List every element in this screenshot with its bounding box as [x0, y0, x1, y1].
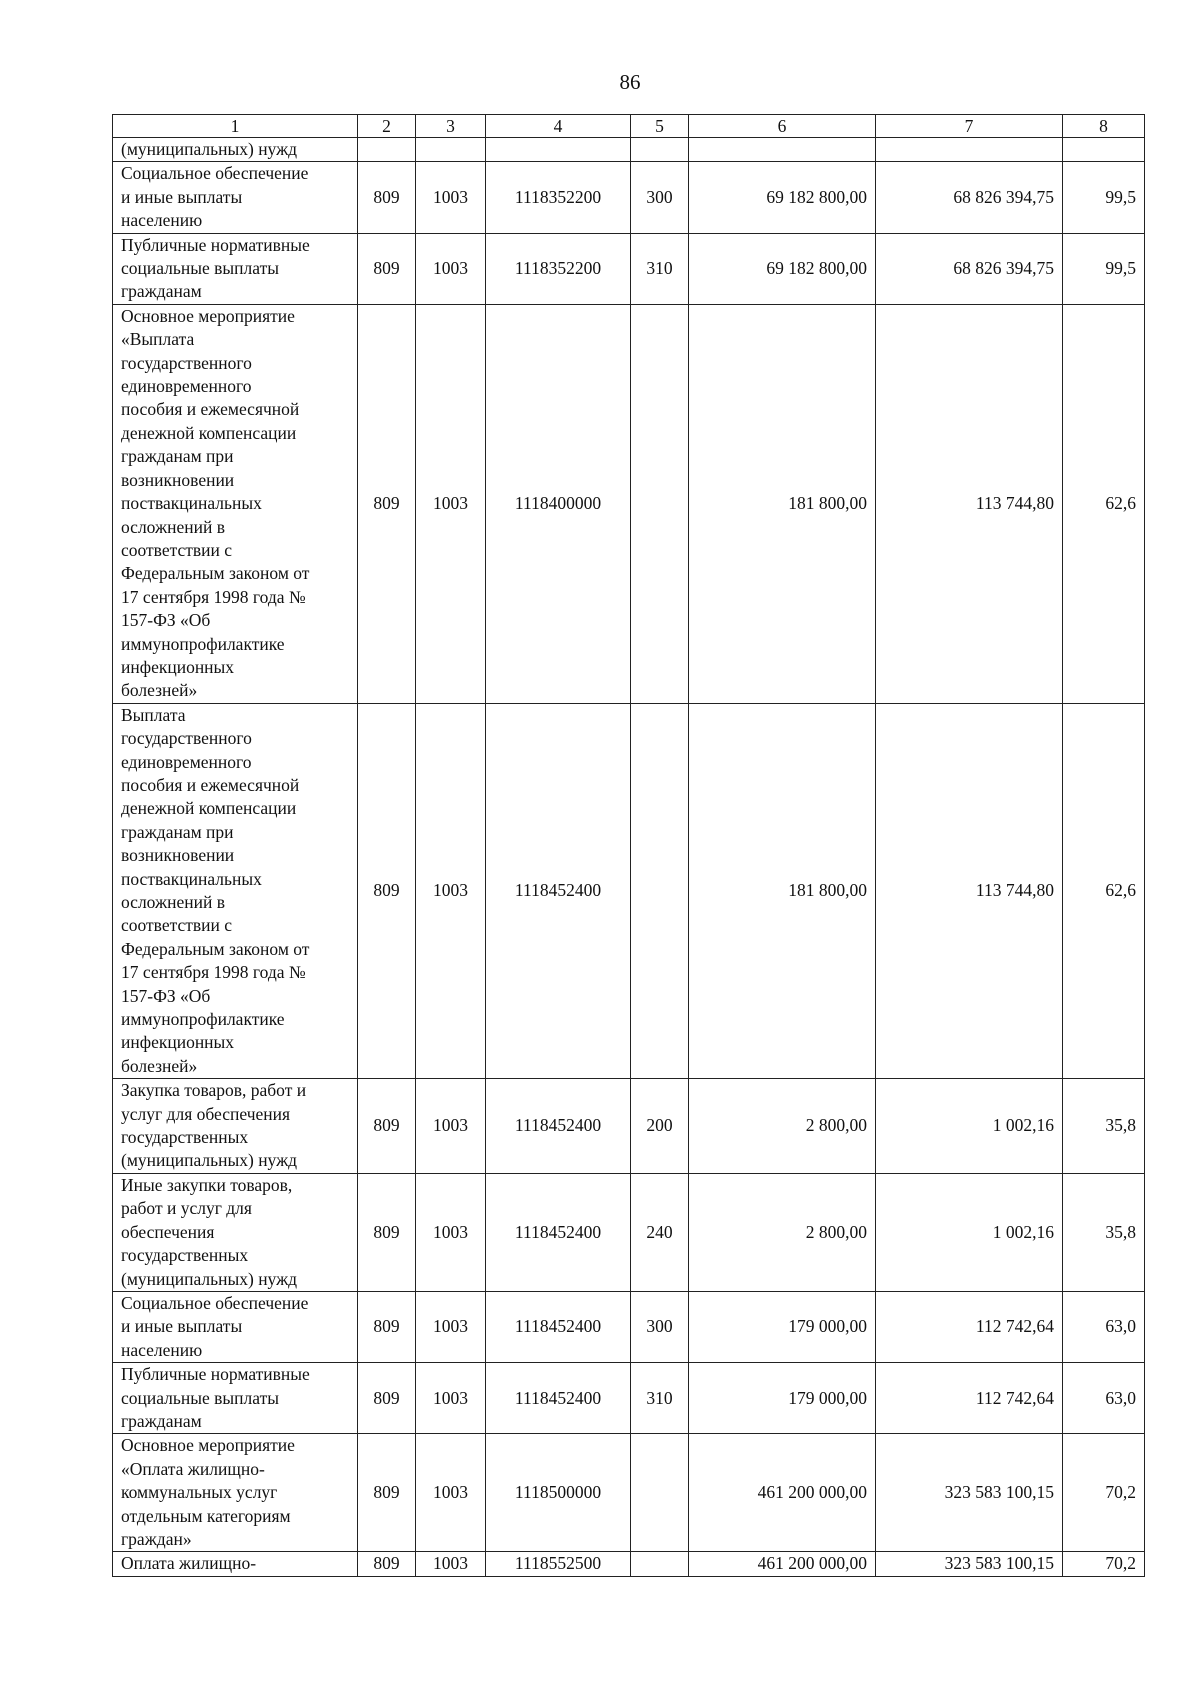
column-header: 6 [689, 115, 876, 138]
target-article-code: 1118452400 [486, 703, 631, 1079]
expense-type-code: 300 [631, 1291, 689, 1362]
row-name: Выплата государственного единовременного пособия и ежемесячной денежной компенсации гражданам при возникновении поствакцинальных осложнений в соответствии с Федеральным законом от 17 сентября 1998 года № 157-ФЗ «Об иммунопрофилактике инфекционных болезней» [113, 703, 358, 1079]
admin-code: 809 [358, 1291, 416, 1362]
expense-type-code: 310 [631, 233, 689, 304]
column-number-row [113, 115, 1145, 138]
section-code: 1003 [416, 1363, 486, 1434]
page-number: 86 [619, 70, 641, 94]
planned-amount: 181 800,00 [689, 703, 876, 1079]
planned-amount: 461 200 000,00 [689, 1434, 876, 1552]
column-header: 1 [113, 115, 358, 138]
execution-percent: 62,6 [1063, 703, 1145, 1079]
section-code: 1003 [416, 703, 486, 1079]
execution-percent: 63,0 [1063, 1291, 1145, 1362]
column-header: 7 [876, 115, 1063, 138]
executed-amount: 1 002,16 [876, 1079, 1063, 1174]
executed-amount: 68 826 394,75 [876, 233, 1063, 304]
execution-percent: 70,2 [1063, 1552, 1145, 1576]
table-row [113, 233, 1145, 304]
execution-percent: 62,6 [1063, 304, 1145, 703]
column-header: 3 [416, 115, 486, 138]
section-code: 1003 [416, 1434, 486, 1552]
execution-percent: 70,2 [1063, 1434, 1145, 1552]
target-article-code: 1118452400 [486, 1363, 631, 1434]
target-article-code: 1118452400 [486, 1079, 631, 1174]
executed-amount [876, 138, 1063, 162]
execution-percent: 63,0 [1063, 1363, 1145, 1434]
section-code [416, 138, 486, 162]
executed-amount: 113 744,80 [876, 304, 1063, 703]
row-name: Публичные нормативные социальные выплаты гражданам [113, 1363, 358, 1434]
executed-amount: 68 826 394,75 [876, 162, 1063, 233]
admin-code: 809 [358, 1173, 416, 1291]
section-code: 1003 [416, 233, 486, 304]
executed-amount: 323 583 100,15 [876, 1434, 1063, 1552]
column-header: 5 [631, 115, 689, 138]
expense-type-code [631, 138, 689, 162]
expense-type-code [631, 703, 689, 1079]
row-name: Оплата жилищно- [113, 1552, 358, 1576]
planned-amount: 2 800,00 [689, 1173, 876, 1291]
table-row [113, 1434, 1145, 1552]
section-code: 1003 [416, 1552, 486, 1576]
expense-type-code: 200 [631, 1079, 689, 1174]
table-row [113, 1291, 1145, 1362]
column-header: 2 [358, 115, 416, 138]
admin-code: 809 [358, 703, 416, 1079]
executed-amount: 113 744,80 [876, 703, 1063, 1079]
admin-code: 809 [358, 304, 416, 703]
target-article-code [486, 138, 631, 162]
expense-type-code: 300 [631, 162, 689, 233]
row-name: Основное мероприятие «Выплата государственного единовременного пособия и ежемесячной денежной компенсации гражданам при возникновении поствакцинальных осложнений в соответствии с Федеральным законом от 17 сентября 1998 года № 157-ФЗ «Об иммунопрофилактике инфекционных болезней» [113, 304, 358, 703]
row-name: Иные закупки товаров, работ и услуг для обеспечения государственных (муниципальных) нужд [113, 1173, 358, 1291]
table-row [113, 1552, 1145, 1576]
planned-amount: 179 000,00 [689, 1363, 876, 1434]
executed-amount: 112 742,64 [876, 1291, 1063, 1362]
admin-code: 809 [358, 1434, 416, 1552]
target-article-code: 1118400000 [486, 304, 631, 703]
planned-amount: 181 800,00 [689, 304, 876, 703]
row-name: Основное мероприятие «Оплата жилищно- коммунальных услуг отдельным категориям граждан» [113, 1434, 358, 1552]
row-name: Социальное обеспечение и иные выплаты населению [113, 162, 358, 233]
admin-code: 809 [358, 162, 416, 233]
executed-amount: 323 583 100,15 [876, 1552, 1063, 1576]
target-article-code: 1118452400 [486, 1173, 631, 1291]
execution-percent [1063, 138, 1145, 162]
table-row [113, 162, 1145, 233]
row-name: Публичные нормативные социальные выплаты гражданам [113, 233, 358, 304]
execution-percent: 99,5 [1063, 162, 1145, 233]
row-name: Закупка товаров, работ и услуг для обеспечения государственных (муниципальных) нужд [113, 1079, 358, 1174]
table-row [113, 703, 1145, 1079]
expense-type-code: 310 [631, 1363, 689, 1434]
table-row [113, 1173, 1145, 1291]
execution-percent: 35,8 [1063, 1079, 1145, 1174]
section-code: 1003 [416, 304, 486, 703]
planned-amount: 179 000,00 [689, 1291, 876, 1362]
row-name: (муниципальных) нужд [113, 138, 358, 162]
expense-type-code [631, 1552, 689, 1576]
execution-percent: 99,5 [1063, 233, 1145, 304]
budget-execution-table [112, 114, 1145, 1577]
planned-amount: 69 182 800,00 [689, 233, 876, 304]
planned-amount: 69 182 800,00 [689, 162, 876, 233]
expense-type-code [631, 304, 689, 703]
table-body [113, 115, 1145, 1577]
table-row [113, 1079, 1145, 1174]
target-article-code: 1118552500 [486, 1552, 631, 1576]
admin-code: 809 [358, 1552, 416, 1576]
table-row [113, 304, 1145, 703]
table-row [113, 1363, 1145, 1434]
planned-amount [689, 138, 876, 162]
row-name: Социальное обеспечение и иные выплаты населению [113, 1291, 358, 1362]
column-header: 8 [1063, 115, 1145, 138]
section-code: 1003 [416, 1173, 486, 1291]
execution-percent: 35,8 [1063, 1173, 1145, 1291]
admin-code: 809 [358, 1079, 416, 1174]
planned-amount: 2 800,00 [689, 1079, 876, 1174]
section-code: 1003 [416, 1291, 486, 1362]
expense-type-code: 240 [631, 1173, 689, 1291]
expense-type-code [631, 1434, 689, 1552]
target-article-code: 1118352200 [486, 162, 631, 233]
admin-code [358, 138, 416, 162]
column-header: 4 [486, 115, 631, 138]
target-article-code: 1118500000 [486, 1434, 631, 1552]
admin-code: 809 [358, 233, 416, 304]
executed-amount: 1 002,16 [876, 1173, 1063, 1291]
planned-amount: 461 200 000,00 [689, 1552, 876, 1576]
target-article-code: 1118452400 [486, 1291, 631, 1362]
executed-amount: 112 742,64 [876, 1363, 1063, 1434]
admin-code: 809 [358, 1363, 416, 1434]
target-article-code: 1118352200 [486, 233, 631, 304]
table-row [113, 138, 1145, 162]
section-code: 1003 [416, 1079, 486, 1174]
section-code: 1003 [416, 162, 486, 233]
